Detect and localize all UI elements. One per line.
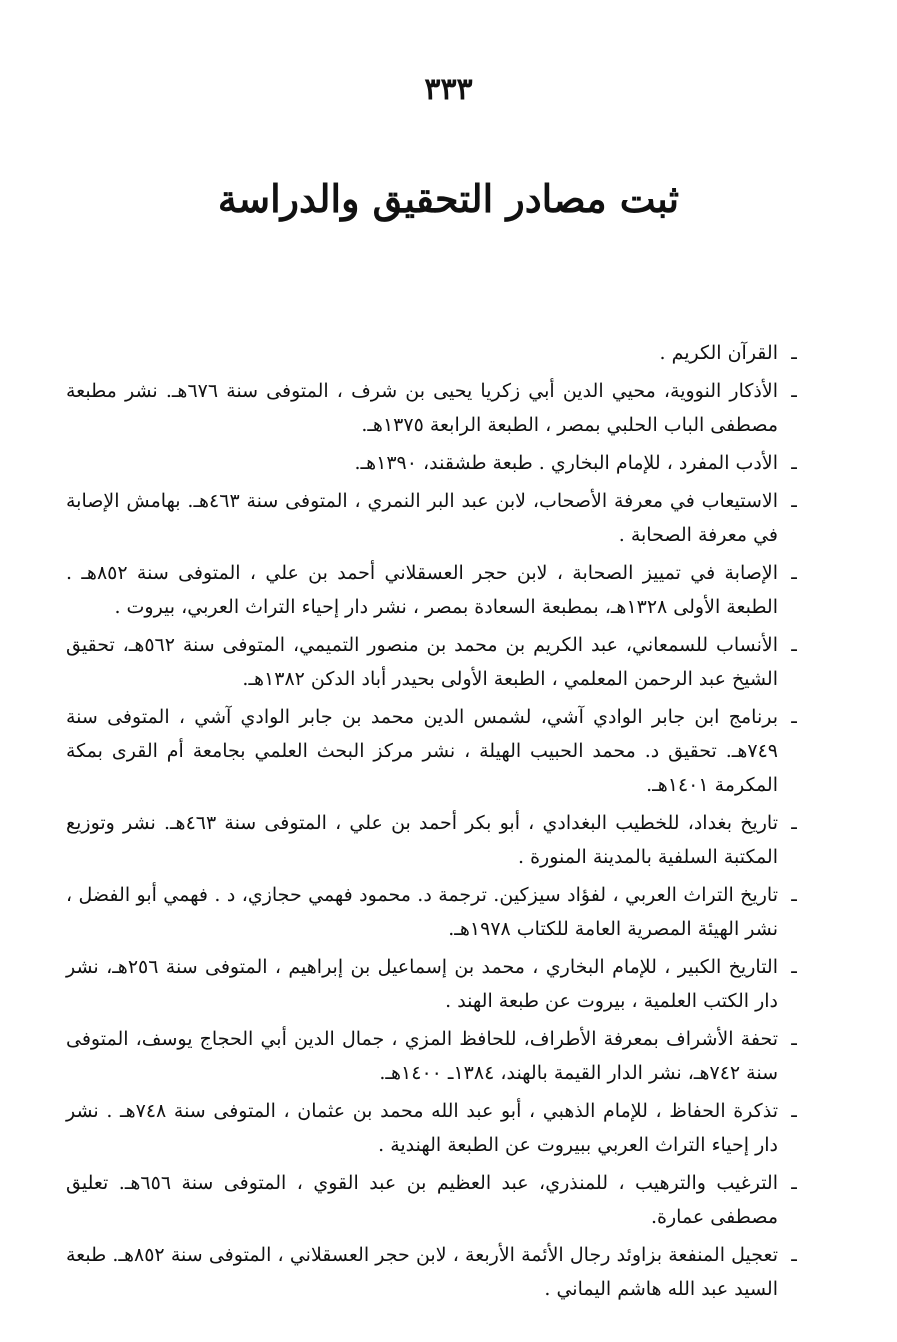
bibliography-entry: [66, 446, 804, 480]
entry-text: الأذكار النووية، محيي الدين أبي زكريا يحيى بن شرف ، المتوفى سنة ٦٧٦هـ. نشر مطبعة مصطفى الباب الحلبي بمصر ، الطبعة الرابعة ١٣٧٥هـ.: [66, 380, 778, 436]
bibliography-entry: [66, 556, 804, 624]
entry-dash: ـ: [791, 1244, 797, 1266]
entry-dash: ـ: [791, 956, 797, 978]
bibliography-entry: [66, 1238, 804, 1306]
entry-dash: ـ: [791, 634, 797, 656]
entry-text: تعجيل المنفعة بزاوئد رجال الأئمة الأربعة ، لابن حجر العسقلاني ، المتوفى سنة ٨٥٢هـ. طبعة السيد عبد الله هاشم اليماني .: [66, 1244, 778, 1300]
entry-text: التاريخ الكبير ، للإمام البخاري ، محمد بن إسماعيل بن إبراهيم ، المتوفى سنة ٢٥٦هـ، نشر دار الكتب العلمية ، بيروت عن طبعة الهند .: [66, 956, 778, 1012]
entry-dash: ـ: [791, 1100, 797, 1122]
entry-dash: ـ: [791, 812, 797, 834]
bibliography-entry: [66, 336, 804, 370]
entry-text: الاستيعاب في معرفة الأصحاب، لابن عبد البر النمري ، المتوفى سنة ٤٦٣هـ. بهامش الإصابة في معرفة الصحابة .: [66, 490, 778, 546]
entry-text: القرآن الكريم .: [659, 342, 778, 364]
bibliography-entry: [66, 806, 804, 874]
page-number: ٣٣٣: [424, 72, 473, 107]
bibliography-entry: [66, 1094, 804, 1162]
entry-dash: ـ: [791, 342, 797, 364]
bibliography-entry: [66, 628, 804, 696]
entry-text: الأنساب للسمعاني، عبد الكريم بن محمد بن منصور التميمي، المتوفى سنة ٥٦٢هـ، تحقيق الشيخ عبد الرحمن المعلمي ، الطبعة الأولى بحيدر أباد الدكن ١٣٨٢هـ.: [66, 634, 778, 690]
entry-dash: ـ: [791, 706, 797, 728]
entry-text: تاريخ التراث العربي ، لفؤاد سيزكين. ترجمة د. محمود فهمي حجازي، د . فهمي أبو الفضل ، نشر الهيئة المصرية العامة للكتاب ١٩٧٨هـ.: [66, 884, 778, 940]
entry-text: الأدب المفرد ، للإمام البخاري . طبعة طشقند، ١٣٩٠هـ.: [354, 452, 778, 474]
bibliography-entry: [66, 1022, 804, 1090]
entry-text: تحفة الأشراف بمعرفة الأطراف، للحافظ المزي ، جمال الدين أبي الحجاج يوسف، المتوفى سنة ٧٤٢هـ، نشر الدار القيمة بالهند، ١٣٨٤ـ ١٤٠٠هـ.: [66, 1028, 778, 1084]
entry-text: تاريخ بغداد، للخطيب البغدادي ، أبو بكر أحمد بن علي ، المتوفى سنة ٤٦٣هـ. نشر وتوزيع المكتبة السلفية بالمدينة المنورة .: [66, 812, 779, 868]
page-title: ثبت مصادر التحقيق والدراسة: [217, 176, 680, 221]
bibliography-entry: [66, 374, 804, 442]
bibliography-entry: [66, 950, 804, 1018]
entry-dash: ـ: [791, 380, 797, 402]
entry-dash: ـ: [791, 1028, 797, 1050]
entry-dash: ـ: [791, 884, 797, 906]
entry-dash: ـ: [791, 1172, 797, 1194]
entry-dash: ـ: [791, 562, 797, 584]
entry-text: برنامج ابن جابر الوادي آشي، لشمس الدين محمد بن جابر الوادي آشي ، المتوفى سنة ٧٤٩هـ. تحقيق د. محمد الحبيب الهيلة ، نشر مركز البحث العلمي بجامعة أم القرى بمكة المكرمة ١٤٠١هـ.: [66, 706, 778, 796]
bibliography-list: [66, 336, 804, 1310]
entry-text: تذكرة الحفاظ ، للإمام الذهبي ، أبو عبد الله محمد بن عثمان ، المتوفى سنة ٧٤٨هـ . نشر دار إحياء التراث العربي ببيروت عن الطبعة الهندية .: [66, 1100, 778, 1156]
bibliography-entry: [66, 484, 804, 552]
entry-text: الترغيب والترهيب ، للمنذري، عبد العظيم بن عبد القوي ، المتوفى سنة ٦٥٦هـ. تعليق مصطفى عمارة.: [66, 1172, 778, 1228]
bibliography-entry: [66, 1166, 804, 1234]
entry-dash: ـ: [791, 490, 797, 512]
entry-text: الإصابة في تمييز الصحابة ، لابن حجر العسقلاني أحمد بن علي ، المتوفى سنة ٨٥٢هـ . الطبعة الأولى ١٣٢٨هـ، بمطبعة السعادة بمصر ، نشر دار إحياء التراث العربي، بيروت .: [66, 562, 778, 618]
bibliography-entry: [66, 700, 804, 802]
entry-dash: ـ: [791, 452, 797, 474]
bibliography-entry: [66, 878, 804, 946]
